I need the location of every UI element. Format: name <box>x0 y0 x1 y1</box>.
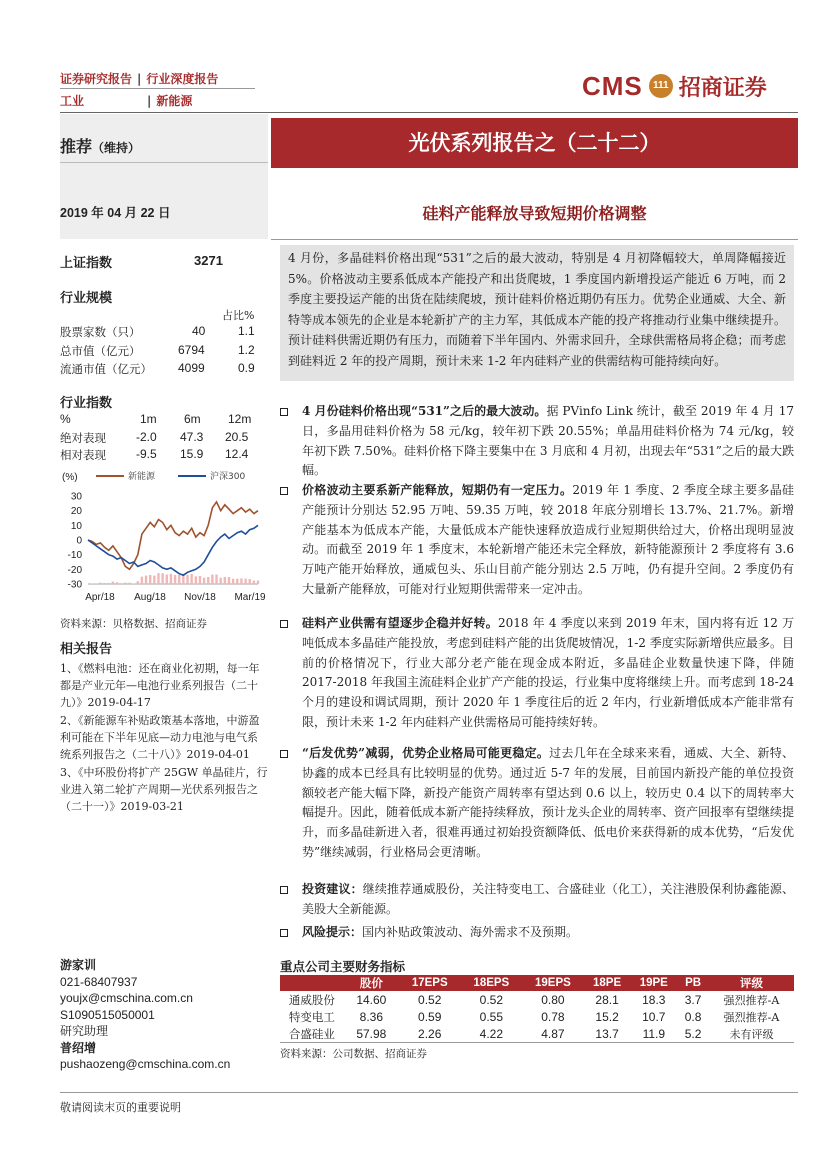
fin-table-source: 资料来源：公司数据、招商证券 <box>280 1048 427 1060</box>
assistant-name: 普绍增 <box>60 1040 97 1055</box>
related-item[interactable]: 1、《燃料电池：还在商业化初期，每一年都是产业元年—电池行业系列报告（二十九）》2019-04-17 <box>60 662 260 709</box>
fin-price: 8.36 <box>359 1009 383 1024</box>
footer-rule <box>60 1092 798 1093</box>
report-type: 证券研究报告 <box>60 72 133 86</box>
related-item[interactable]: 3、《中环股份将扩产 25GW 单晶硅片，行业进入第二轮扩产周期—光伏系列报告之（二十一）》2019-03-21 <box>60 766 268 813</box>
perf-row-value: 15.9 <box>180 447 204 461</box>
report-title: 光伏系列报告之（二十二） <box>271 118 798 168</box>
bullet-point <box>302 923 794 943</box>
chart-ylabel: (%) <box>62 472 78 483</box>
scale-row-value: 4099 <box>178 361 205 375</box>
fin-eps17: 2.26 <box>418 1026 442 1041</box>
perf-row-label: 绝对表现 <box>60 431 106 445</box>
bullet-square-icon <box>280 750 288 758</box>
chart-volume-bar <box>99 583 101 584</box>
fin-eps19: 0.78 <box>541 1009 565 1024</box>
scale-row-value: 40 <box>192 324 206 338</box>
scale-title: 行业规模 <box>60 291 113 306</box>
summary-box: 4 月份，多晶硅料价格出现“531”之后的最大波动，特别是 4 月初降幅较大，单周降幅接近 5%。价格波动主要系低成本产能投产和出货爬坡，1 季度国内新增投运产能近 6 万吨，而 2 季度主要投运产能的出货在陆续爬坡，预计硅料价格近期仍有压力。优势企业通威、大全、新特等成本领先的企业是本轮新扩产的主力军，其低成本产能的投产将推动行业集中继续提升。预计硅料供需近期仍有压力，而随着下半年国内、外需求回升，全球供需格局将企稳；而考虑到硅料近 2 年的投产周期，预计未来 1-2 年内硅料产业的供需结构可能持续向好。 <box>280 245 794 381</box>
assistant-role: 研究助理 <box>60 1024 109 1038</box>
scale-unit: 占比% <box>222 309 255 322</box>
fin-price: 14.60 <box>356 992 387 1007</box>
bullet-heading: 硅料产业供需有望逐步企稳并好转。 <box>302 616 499 630</box>
rating-label: 推荐 <box>60 137 93 156</box>
chart-volume-bar <box>108 583 110 584</box>
rating-rule <box>60 162 268 163</box>
fin-eps19: 4.87 <box>541 1026 565 1041</box>
chart-xtick-label: Mar/19 <box>234 592 266 603</box>
bullet-square-icon <box>280 408 288 416</box>
perf-row-label: 相对表现 <box>60 448 106 462</box>
related-item[interactable]: 2、《新能源车补贴政策基本落地，中游盈利可能在下半年见底—动力电池与电气系统系列报告之（二十八）》2019-04-01 <box>60 714 260 761</box>
chart-ytick-label: 0 <box>76 535 82 547</box>
chart-volume-bar <box>112 582 114 584</box>
bullet-body: 国内补贴政策波动、海外需求不及预期。 <box>362 925 579 939</box>
company-logo <box>582 70 767 102</box>
related-list <box>60 660 268 815</box>
header-separator: | <box>137 72 142 86</box>
analyst-block <box>60 957 230 1073</box>
scale-row-value: 6794 <box>178 343 205 357</box>
sub-industry: 新能源 <box>156 94 193 108</box>
chart-volume-bar <box>215 575 217 584</box>
fin-pb: 0.8 <box>684 1009 702 1024</box>
bullet-body: 2019 年 1 季度、2 季度全球主要多晶硅产能预计分别达 52.95 万吨、59.35 万吨，较 2018 年底分别增长 13.7%、21.7%。新增产能基本为低成本产能，大量低成本产能快速释放造成行业短期供给过大，价格出现明显波动。而截至 2019 年 1 季度末，本轮新增产能还未完全释放，新特能源预计 2 季度将有 3.6 万吨产能开始释放，通威包头、乐山目前产能分别达 2.5 万吨，仍有提升空间。2 季度仍有大量新产能释放，可能对行业短期供需带来一定冲击。 <box>302 483 794 596</box>
bullet-square-icon <box>280 620 288 628</box>
fin-pe19: 10.7 <box>642 1009 666 1024</box>
chart-volume-bar <box>257 581 259 585</box>
chart-ytick-label: -30 <box>67 579 82 591</box>
perf-title: 行业指数 <box>60 396 113 411</box>
chart-legend-label: 新能源 <box>128 472 156 482</box>
chart-volume-bar <box>186 575 188 584</box>
report-subtitle: 硅料产能释放导致短期价格调整 <box>422 204 647 223</box>
fin-col-header: 股价 <box>344 975 399 991</box>
fin-rating: 强烈推荐-A <box>723 993 780 1007</box>
chart-ytick-label: 10 <box>70 520 82 532</box>
chart-volume-bar <box>203 578 205 584</box>
fin-table-title: 重点公司主要财务指标 <box>280 959 406 974</box>
report-date: 2019 年 04 月 22 日 <box>60 206 171 220</box>
chart-volume-bar <box>232 579 234 584</box>
table-row <box>280 991 794 1008</box>
chart-ytick-label: 20 <box>70 506 82 518</box>
chart-volume-bar <box>178 575 180 584</box>
top-rule <box>60 112 798 113</box>
logo-badge-icon: 111 <box>649 74 673 98</box>
index-label: 上证指数 <box>60 256 113 271</box>
analyst-cert: S1090515050001 <box>60 1007 155 1022</box>
bullet-body: 继续推荐通威股份，关注特变电工、合盛硅业（化工），关注港股保利协鑫能源、美股大全新能源。 <box>302 882 794 916</box>
industry-index-chart <box>58 466 268 606</box>
chart-volume-bar <box>236 579 238 584</box>
chart-volume-bar <box>161 573 163 584</box>
scale-row-label: 流通市值（亿元） <box>60 362 152 376</box>
chart-volume-bar <box>157 573 159 584</box>
fin-eps17: 0.59 <box>418 1009 442 1024</box>
scale-row-pct: 1.2 <box>238 343 255 357</box>
perf-header: 1m <box>140 412 157 426</box>
perf-row-value: 47.3 <box>180 430 204 444</box>
chart-volume-bar <box>211 575 213 584</box>
fin-company: 通威股份 <box>288 992 335 1007</box>
index-value: 3271 <box>194 253 223 268</box>
chart-volume-bar <box>128 583 130 584</box>
bullet-square-icon <box>280 929 288 937</box>
industry: 工业 <box>60 94 85 108</box>
fin-col-header: 18PE <box>584 975 631 991</box>
bullet-point <box>302 402 794 481</box>
scale-row-pct: 1.1 <box>238 324 255 338</box>
scale-row <box>60 324 141 340</box>
fin-table <box>280 975 794 1043</box>
perf-header: % <box>60 412 71 426</box>
fin-col-header: PB <box>677 975 709 991</box>
chart-xtick-label: Aug/18 <box>134 592 166 603</box>
analyst-name: 游家训 <box>60 958 97 972</box>
bullet-heading: “后发优势”减弱，优势企业格局可能更稳定。 <box>302 746 550 760</box>
chart-volume-bar <box>199 576 201 584</box>
fin-pe19: 18.3 <box>642 992 666 1007</box>
fin-pb: 5.2 <box>684 1026 702 1041</box>
table-row <box>280 1008 794 1025</box>
bullet-body: 据 PVinfo Link 统计，截至 2019 年 4 月 17 日，多晶用硅料价格为 58 元/kg，较年初下跌 20.55%；单晶用硅料价格为 74 元/kg，较年初下跌 7.50%。硅料价格下降主要集中在 3 月底和 4 月初，出现去年“531”之后的最大跌幅。 <box>302 404 794 478</box>
chart-volume-bar <box>166 575 168 584</box>
chart-volume-bar <box>190 574 192 584</box>
chart-volume-bar <box>219 578 221 584</box>
bullet-body: 过去几年在全球来来看，通威、大全、新特、协鑫的成本已经具有比较明显的优势。通过近 5-7 年的发展，目前国内新投产能的单位投资额较老产能大幅下降，新投产能资产周转率有望达到 0.6 以上，较历史 0.4 以下的周转率大幅提升。因此，随着低成本新产能持续释放，预计龙头企业的周转率、资产回报率有望继续提升，而多晶硅新进入者，很难再通过初始投资额降低、低电价来获得新的成本优势，“后发优势”继续减弱，行业格局会更清晰。 <box>302 746 795 859</box>
header-industry <box>60 92 192 109</box>
header-report-type <box>60 70 218 87</box>
chart-xtick-label: Apr/18 <box>85 592 115 603</box>
fin-company: 合盛硅业 <box>288 1026 335 1041</box>
bullet-square-icon <box>280 886 288 894</box>
bullet-body: 2018 年 4 季度以来到 2019 年末，国内将有近 12 万吨低成本多晶硅产能投放，考虑到硅料产能的出货爬坡情况，1-2 季度实际新增供应最多。目前的价格情况下，行业大部分老产能在现金成本附近，多晶硅企业数量快速下降，伴随 2017-2018 年我国主流硅料企业扩产产能的投运，行业集中度将继续上升。而考虑到 18-24 个月的建设和调试周期，预计 2020 年 1 季度往后的近 2 年内，行业新增低成本产能非常有限，预计未来 1-2 年内硅料产业供需格局可能持续好转。 <box>302 616 794 729</box>
fin-eps19: 0.80 <box>541 992 565 1007</box>
fin-company: 特变电工 <box>288 1009 335 1024</box>
chart-volume-bar <box>170 574 172 584</box>
logo-cn-text: 招商证券 <box>678 75 767 101</box>
bullet-point <box>302 481 794 600</box>
fin-rating: 未有评级 <box>729 1027 774 1041</box>
chart-volume-bar <box>145 576 147 584</box>
fin-price: 57.98 <box>356 1026 387 1041</box>
chart-volume-bar <box>124 583 126 584</box>
bullet-square-icon <box>280 487 288 495</box>
chart-volume-bar <box>149 575 151 584</box>
perf-row-value: 20.5 <box>225 430 249 444</box>
report-subtype: 行业深度报告 <box>146 72 219 86</box>
chart-volume-bar <box>253 581 255 585</box>
bullet-heading: 风险提示： <box>302 925 363 939</box>
analyst-phone: 021-68407937 <box>60 974 138 989</box>
chart-volume-bar <box>153 576 155 584</box>
perf-header: 6m <box>184 412 201 426</box>
bullet-point <box>302 880 794 920</box>
fin-pe18: 28.1 <box>595 992 619 1007</box>
perf-row-value: 12.4 <box>225 447 249 461</box>
assistant-email[interactable]: pushaozeng@cmschina.com.cn <box>60 1057 231 1071</box>
perf-header: 12m <box>228 412 252 426</box>
chart-volume-bar <box>116 582 118 584</box>
fin-rating: 强烈推荐-A <box>723 1010 780 1024</box>
chart-ytick-label: -20 <box>67 564 82 576</box>
fin-col-header: 19EPS <box>522 975 584 991</box>
fin-table-header-row <box>280 975 794 991</box>
related-title: 相关报告 <box>60 642 113 657</box>
fin-col-header: 18EPS <box>461 975 523 991</box>
fin-col-header: 评级 <box>709 975 794 991</box>
chart-volume-bar <box>195 576 197 584</box>
analyst-email[interactable]: youjx@cmschina.com.cn <box>60 991 193 1005</box>
chart-volume-bar <box>240 578 242 584</box>
chart-volume-bar <box>224 577 226 584</box>
perf-row-value: -9.5 <box>136 447 157 461</box>
header-separator-2: | <box>147 94 152 108</box>
perf-row-value: -2.0 <box>136 430 157 444</box>
chart-source: 资料来源：贝格数据、招商证券 <box>60 618 207 630</box>
fin-pb: 3.7 <box>684 992 702 1007</box>
chart-volume-bar <box>228 577 230 584</box>
bullet-heading: 价格波动主要系新产能释放，短期仍有一定压力。 <box>302 483 573 497</box>
fin-eps18: 0.52 <box>479 992 503 1007</box>
fin-eps17: 0.52 <box>418 992 442 1007</box>
chart-volume-bar <box>207 577 209 584</box>
chart-ytick-label: 30 <box>70 491 82 503</box>
chart-series-line <box>88 525 258 575</box>
footer-note: 敬请阅读末页的重要说明 <box>60 1101 181 1114</box>
scale-row-label: 股票家数（只） <box>60 325 141 339</box>
rating <box>60 134 140 157</box>
fin-col-header <box>280 975 344 991</box>
fin-col-header: 19PE <box>630 975 677 991</box>
rating-note: （维持） <box>92 141 141 155</box>
chart-legend-label: 沪深300 <box>210 472 246 482</box>
scale-row-label: 总市值（亿元） <box>60 344 141 358</box>
fin-eps18: 0.55 <box>479 1009 503 1024</box>
header-rule <box>60 88 255 89</box>
chart-xtick-label: Nov/18 <box>184 592 216 603</box>
subtitle-rule <box>271 239 798 240</box>
bullet-heading: 4 月份硅料价格出现“531”之后的最大波动。 <box>302 404 547 418</box>
scale-row-pct: 0.9 <box>238 361 255 375</box>
bullet-point <box>302 744 794 863</box>
chart-volume-bar <box>141 577 143 584</box>
chart-volume-bar <box>137 581 139 584</box>
chart-volume-bar <box>103 583 105 584</box>
fin-pe18: 15.2 <box>595 1009 619 1024</box>
chart-volume-bar <box>244 579 246 584</box>
chart-ytick-label: -10 <box>67 550 82 562</box>
fin-pe18: 13.7 <box>595 1026 619 1041</box>
chart-volume-bar <box>174 575 176 584</box>
fin-pe19: 11.9 <box>642 1026 666 1041</box>
bullet-point <box>302 614 794 733</box>
chart-volume-bar <box>249 579 251 584</box>
fin-col-header: 17EPS <box>399 975 461 991</box>
logo-cms-text: CMS <box>582 70 643 101</box>
fin-eps18: 4.22 <box>479 1026 503 1041</box>
bullet-heading: 投资建议： <box>302 882 363 896</box>
table-row <box>280 1025 794 1043</box>
